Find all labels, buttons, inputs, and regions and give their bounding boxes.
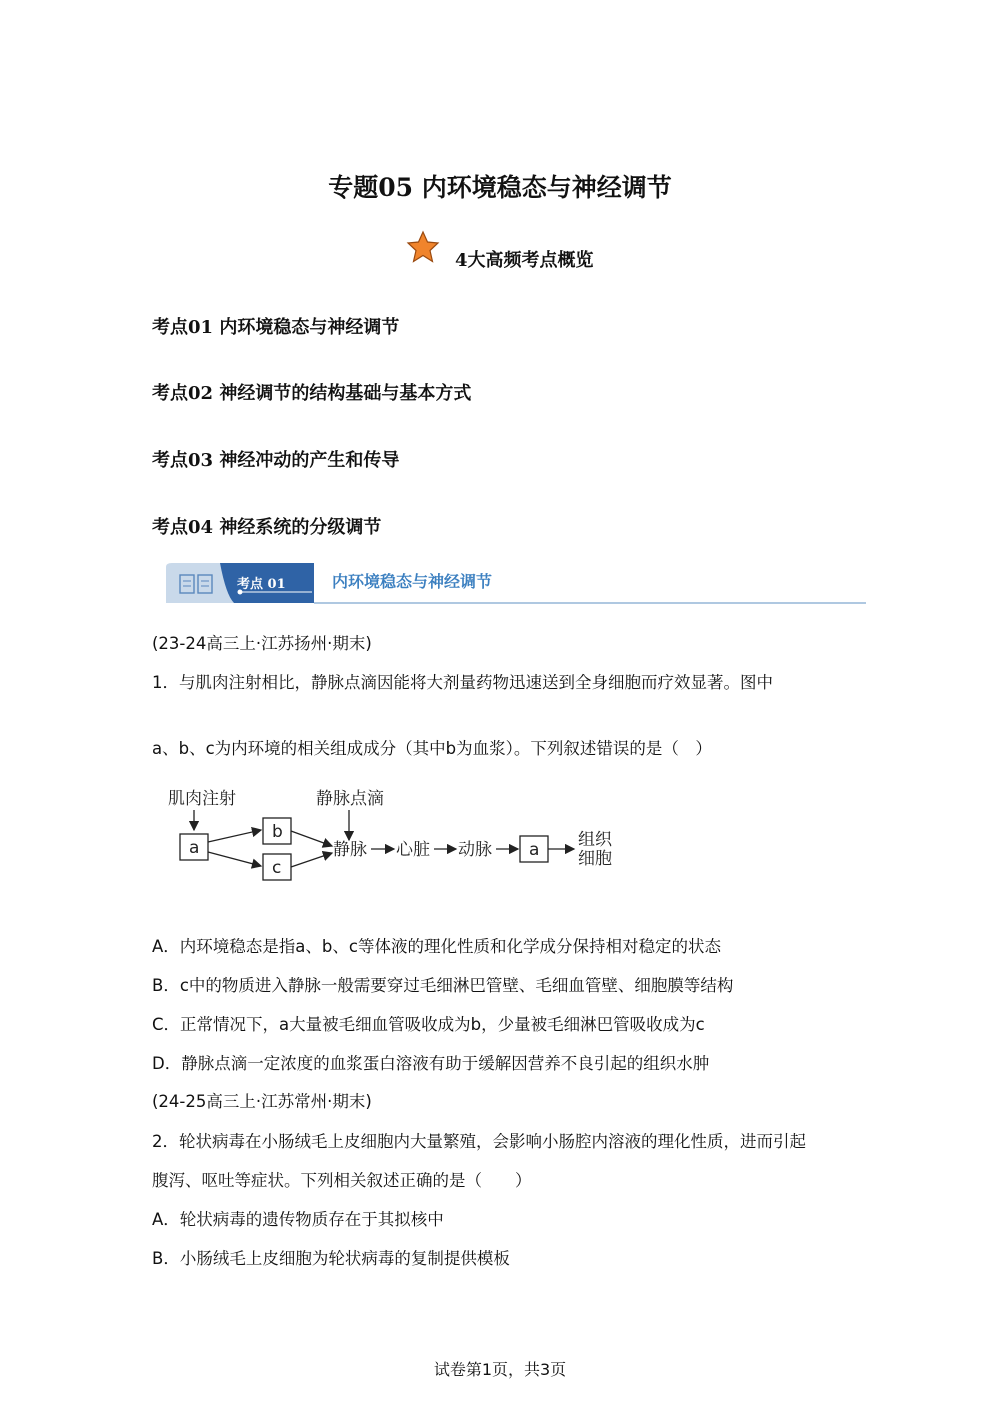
- q1-option-c: C．正常情况下，a大量被毛细血管吸收成为b，少量被毛细淋巴管吸收成为c: [152, 1015, 705, 1034]
- page-footer: 试卷第1页，共3页: [433, 1360, 567, 1379]
- box-b-label: b: [272, 822, 283, 842]
- q2-option-b: B．小肠绒毛上皮细胞为轮状病毒的复制提供模板: [152, 1249, 510, 1268]
- label-injection: 肌肉注射: [168, 789, 236, 809]
- label-heart: 心脏: [396, 840, 430, 860]
- q2-stem-line2: 腹泻、呕吐等症状。下列相关叙述正确的是（ ）: [152, 1171, 532, 1190]
- box-c-label: c: [272, 858, 282, 878]
- banner-label: 考点 01: [237, 577, 286, 592]
- document-title: 专题05 内环境稳态与神经调节: [328, 173, 672, 202]
- topic-1: 考点01 内环境稳态与神经调节: [152, 317, 400, 338]
- q2-option-a: A．轮状病毒的遗传物质存在于其拟核中: [152, 1210, 444, 1229]
- topic-2: 考点02 神经调节的结构基础与基本方式: [152, 383, 472, 404]
- label-vein: 静脉: [333, 840, 367, 860]
- q1-source: (23-24高三上·江苏扬州·期末): [152, 634, 372, 653]
- box-a2-label: a: [529, 840, 540, 860]
- label-tissue-line1: 组织: [578, 830, 612, 850]
- q1-option-d: D．静脉点滴一定浓度的血浆蛋白溶液有助于缓解因营养不良引起的组织水肿: [152, 1054, 710, 1073]
- body-fluid-diagram: [162, 784, 622, 889]
- label-artery: 动脉: [458, 840, 492, 860]
- box-a-label: a: [189, 838, 200, 858]
- q1-option-b: B．c中的物质进入静脉一般需要穿过毛细淋巴管壁、毛细血管壁、细胞膜等结构: [152, 976, 734, 995]
- q1-option-a: A．内环境稳态是指a、b、c等体液的理化性质和化学成分保持相对稳定的状态: [152, 937, 721, 956]
- label-drip: 静脉点滴: [316, 789, 384, 809]
- topic-3: 考点03 神经冲动的产生和传导: [152, 450, 400, 471]
- q1-stem-line2: a、b、c为内环境的相关组成成分（其中b为血浆）。下列叙述错误的是（ ）: [152, 739, 712, 758]
- label-tissue-line2: 细胞: [578, 849, 612, 869]
- q2-source: (24-25高三上·江苏常州·期末): [152, 1092, 372, 1111]
- banner-title: 内环境稳态与神经调节: [332, 572, 493, 591]
- star-icon: [406, 230, 440, 264]
- q2-stem-line1: 2．轮状病毒在小肠绒毛上皮细胞内大量繁殖，会影响小肠腔内溶液的理化性质，进而引起: [152, 1132, 806, 1151]
- topic-4: 考点04 神经系统的分级调节: [152, 517, 382, 538]
- overview-heading: 4大高频考点概览: [455, 250, 594, 271]
- q1-stem-line1: 1．与肌肉注射相比，静脉点滴因能将大剂量药物迅速送到全身细胞而疗效显著。图中: [152, 673, 773, 692]
